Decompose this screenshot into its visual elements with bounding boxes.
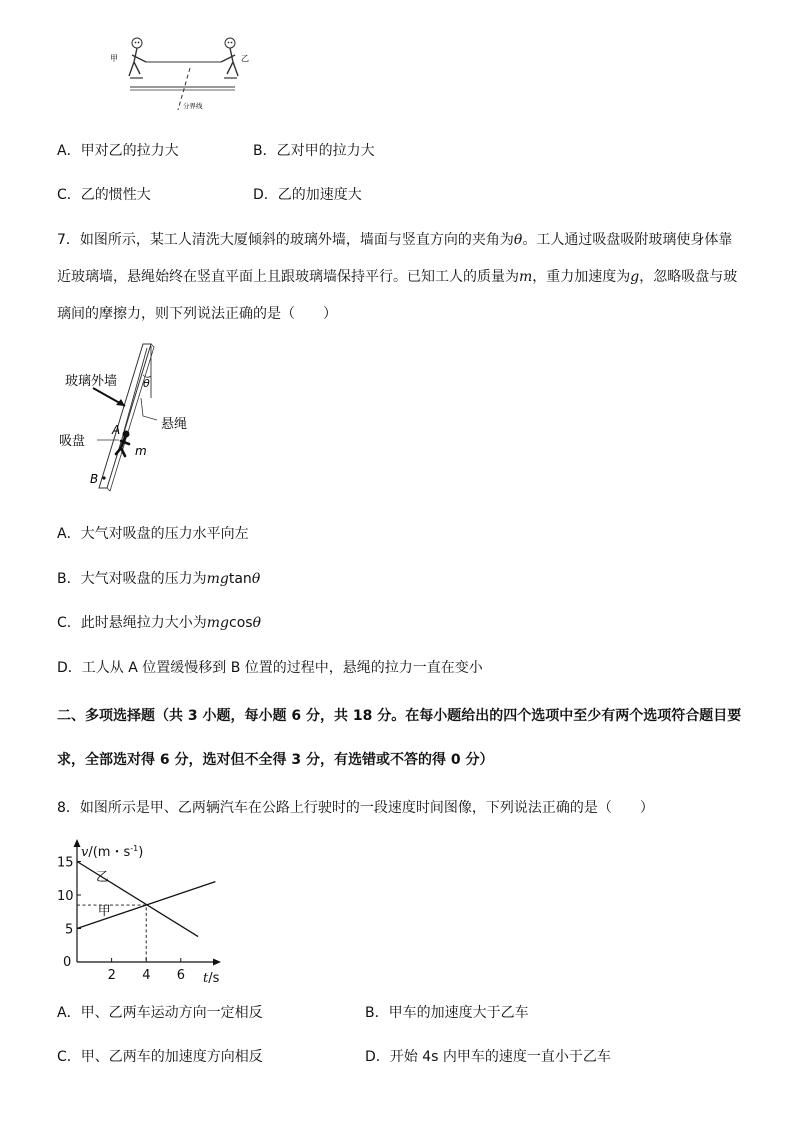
- q7-option-a: A．大气对吸盘的压力水平向左: [57, 526, 249, 542]
- q7-stem-line2: 近玻璃墙，悬绳始终在竖直平面上且跟玻璃墙保持平行。已知工人的质量为m，重力加速度为g，忽略吸盘与玻: [57, 269, 738, 285]
- y-tick-label: 5: [65, 922, 74, 938]
- x-tick-label: 4: [142, 968, 151, 983]
- point-a-label: A: [112, 423, 121, 437]
- cup-label: 吸盘: [59, 434, 86, 449]
- y-axis-arrow: [74, 839, 81, 847]
- q8-option-a: A．甲、乙两车运动方向一定相反: [57, 1005, 263, 1021]
- x-axis-label: t/s: [203, 971, 220, 986]
- q8-stem: 8．如图所示是甲、乙两辆汽车在公路上行驶时的一段速度时间图像，下列说法正确的是（ ）: [57, 800, 654, 816]
- section2-heading-line1: 二、多项选择题（共 3 小题，每小题 6 分，共 18 分。在每小题给出的四个选项中至少有两个选项符合题目要: [57, 708, 742, 724]
- origin-label: 0: [63, 955, 72, 970]
- q8-option-b: B．甲车的加速度大于乙车: [365, 1005, 529, 1021]
- q6-option-a: A．甲对乙的拉力大: [57, 143, 179, 159]
- q7-option-c: C．此时悬绳拉力大小为mgcosθ: [57, 615, 262, 631]
- q7-stem-line1: 7．如图所示，某工人清洗大厦倾斜的玻璃外墙，墙面与竖直方向的夹角为θ。工人通过吸盘吸附玻璃使身体靠: [57, 232, 733, 248]
- label-boundary: 分界线: [183, 102, 203, 110]
- label-yi: 乙: [241, 54, 249, 63]
- section2-heading-line2: 求，全部选对得 6 分，选对但不全得 3 分，有选错或不答的得 0 分）: [57, 752, 494, 768]
- gravity-symbol: g: [630, 269, 640, 285]
- q6-option-c: C．乙的惯性大: [57, 187, 151, 203]
- mass-symbol: m: [519, 269, 533, 285]
- y-tick-label: 15: [57, 855, 74, 871]
- series-label-yi: 乙: [96, 869, 110, 885]
- q6-option-d: D．乙的加速度大: [253, 187, 362, 203]
- q8-option-c: C．甲、乙两车的加速度方向相反: [57, 1049, 263, 1065]
- q6-option-b: B．乙对甲的拉力大: [253, 143, 375, 159]
- velocity-time-chart: [57, 836, 257, 986]
- mass-label: m: [135, 444, 147, 458]
- q7-option-b: B．大气对吸盘的压力为mgtanθ: [57, 571, 261, 587]
- theta-symbol: θ: [513, 232, 523, 248]
- intersection-guide-lines: [77, 905, 146, 962]
- label-jia: 甲: [110, 54, 118, 63]
- x-tick-label: 6: [176, 968, 186, 983]
- tug-of-war-figure: [110, 30, 250, 110]
- rope-label: 悬绳: [161, 417, 188, 432]
- point-b-label: B: [90, 472, 99, 486]
- x-axis-arrow: [213, 959, 221, 966]
- glass-wall-figure: [55, 338, 205, 498]
- y-axis-label: v/(m・$s^{-1}$): [81, 844, 144, 860]
- theta-label: θ: [143, 377, 150, 390]
- q7-option-d: D．工人从 A 位置缓慢移到 B 位置的过程中，悬绳的拉力一直在变小: [57, 660, 483, 676]
- series-label-jia: 甲: [97, 904, 111, 920]
- y-tick-label: 10: [57, 889, 74, 904]
- q8-option-d: D．开始 4s 内甲车的速度一直小于乙车: [365, 1049, 611, 1065]
- x-tick-label: 2: [107, 968, 116, 983]
- wall-label: 玻璃外墙: [65, 374, 118, 389]
- q7-stem-line3: 璃间的摩擦力，则下列说法正确的是（ ）: [57, 306, 337, 322]
